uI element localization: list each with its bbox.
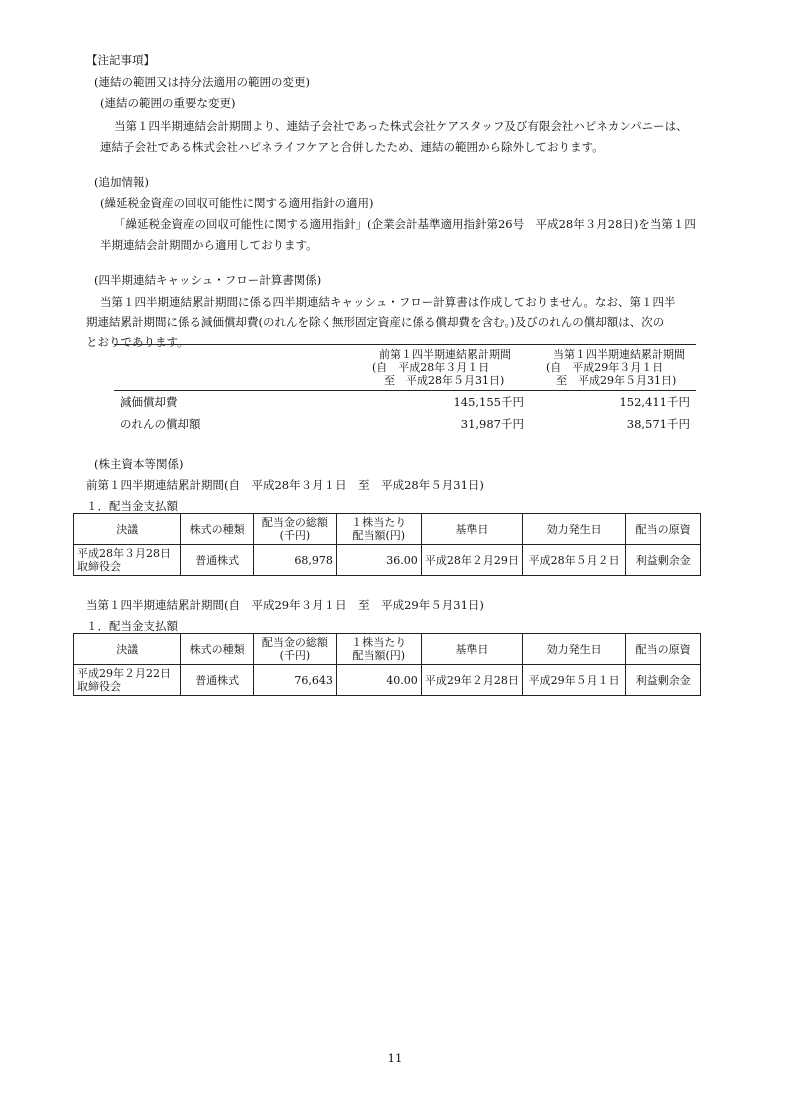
header-stock-type: 株式の種類	[181, 514, 254, 545]
table-row	[74, 665, 701, 696]
cell-stock-type: 普通株式	[181, 545, 254, 576]
header-record-date: 基準日	[421, 634, 522, 665]
equity-curr-subheading: １．配当金支払額	[86, 619, 178, 633]
row-curr-value: 38,571千円	[626, 417, 690, 431]
header-record-date: 基準日	[421, 514, 522, 545]
header-per-share: １株当たり 配当額(円)	[336, 634, 421, 665]
col-curr-from: (自 平成29年３月１日	[546, 361, 664, 374]
equity-prev-subheading: １．配当金支払額	[86, 499, 178, 513]
header-total: 配当金の総額 (千円)	[254, 514, 337, 545]
col-curr-to: 至 平成29年５月31日)	[556, 374, 677, 387]
row-curr-value: 152,411千円	[619, 395, 690, 409]
cell-total: 68,978	[254, 545, 337, 576]
scope-body-line: 連結子会社である株式会社ハピネライフケアと合併したため、連結の範囲から除外しております。	[100, 140, 604, 154]
equity-curr-period: 当第１四半期連結累計期間(自 平成29年３月１日 至 平成29年５月31日)	[86, 598, 484, 612]
cell-record-date: 平成29年２月28日	[421, 665, 522, 696]
row-prev-value: 145,155千円	[453, 395, 524, 409]
header-total: 配当金の総額 (千円)	[254, 634, 337, 665]
header-effective-date: 効力発生日	[522, 634, 625, 665]
table-rule	[114, 344, 696, 345]
cell-resolution: 平成29年２月22日 取締役会	[74, 665, 181, 696]
col-prev-from: (自 平成28年３月１日	[372, 361, 490, 374]
header-resolution: 決議	[74, 514, 181, 545]
header-source: 配当の原資	[626, 634, 701, 665]
col-prev-title: 前第１四半期連結累計期間	[379, 348, 511, 361]
scope-subheading: (連結の範囲の重要な変更)	[100, 96, 236, 110]
additional-subheading: (繰延税金資産の回収可能性に関する適用指針の適用)	[100, 196, 374, 210]
notes-heading: 【注記事項】	[86, 53, 155, 67]
header-effective-date: 効力発生日	[522, 514, 625, 545]
cell-per-share: 40.00	[336, 665, 421, 696]
cell-record-date: 平成28年２月29日	[421, 545, 522, 576]
cell-per-share: 36.00	[336, 545, 421, 576]
table-rule	[114, 390, 696, 391]
cell-total: 76,643	[254, 665, 337, 696]
equity-prev-period: 前第１四半期連結累計期間(自 平成28年３月１日 至 平成28年５月31日)	[86, 478, 484, 492]
row-label: のれんの償却額	[120, 417, 201, 431]
row-prev-value: 31,987千円	[460, 417, 524, 431]
scope-heading: (連結の範囲又は持分法適用の範囲の変更)	[94, 75, 310, 89]
header-per-share: １株当たり 配当額(円)	[336, 514, 421, 545]
cashflow-body-line: とおりであります。	[86, 335, 189, 349]
row-label: 減価償却費	[120, 395, 178, 409]
cell-source: 利益剰余金	[626, 545, 701, 576]
header-stock-type: 株式の種類	[181, 634, 254, 665]
additional-body-line: 「繰延税金資産の回収可能性に関する適用指針」(企業会計基準適用指針第26号 平成28年３月28日)を当第１四	[114, 217, 696, 231]
cell-stock-type: 普通株式	[181, 665, 254, 696]
header-source: 配当の原資	[626, 514, 701, 545]
cell-source: 利益剰余金	[626, 665, 701, 696]
cashflow-body-line: 期連結累計期間に係る減価償却費(のれんを除く無形固定資産に係る償却費を含む。)及びのれんの償却額は、次の	[86, 315, 665, 329]
cell-resolution: 平成28年３月28日 取締役会	[74, 545, 181, 576]
dividend-table-prev	[73, 513, 701, 576]
header-resolution: 決議	[74, 634, 181, 665]
additional-body-line: 半期連結会計期間から適用しております。	[100, 238, 318, 252]
cell-effective-date: 平成28年５月２日	[522, 545, 625, 576]
equity-heading: (株主資本等関係)	[94, 457, 184, 471]
scope-body-line: 当第１四半期連結会計期間より、連結子会社であった株式会社ケアスタッフ及び有限会社ハピネカンパニーは、	[114, 119, 688, 133]
dividend-table-curr	[73, 633, 701, 696]
cashflow-heading: (四半期連結キャッシュ・フロー計算書関係)	[94, 273, 322, 287]
cashflow-body-line: 当第１四半期連結累計期間に係る四半期連結キャッシュ・フロー計算書は作成しておりません。なお、第１四半	[100, 295, 676, 309]
cell-effective-date: 平成29年５月１日	[522, 665, 625, 696]
col-curr-title: 当第１四半期連結累計期間	[553, 348, 685, 361]
additional-heading: (追加情報)	[94, 175, 149, 189]
col-prev-to: 至 平成28年５月31日)	[384, 374, 505, 387]
table-row	[74, 545, 701, 576]
page-number: 11	[387, 1051, 403, 1065]
